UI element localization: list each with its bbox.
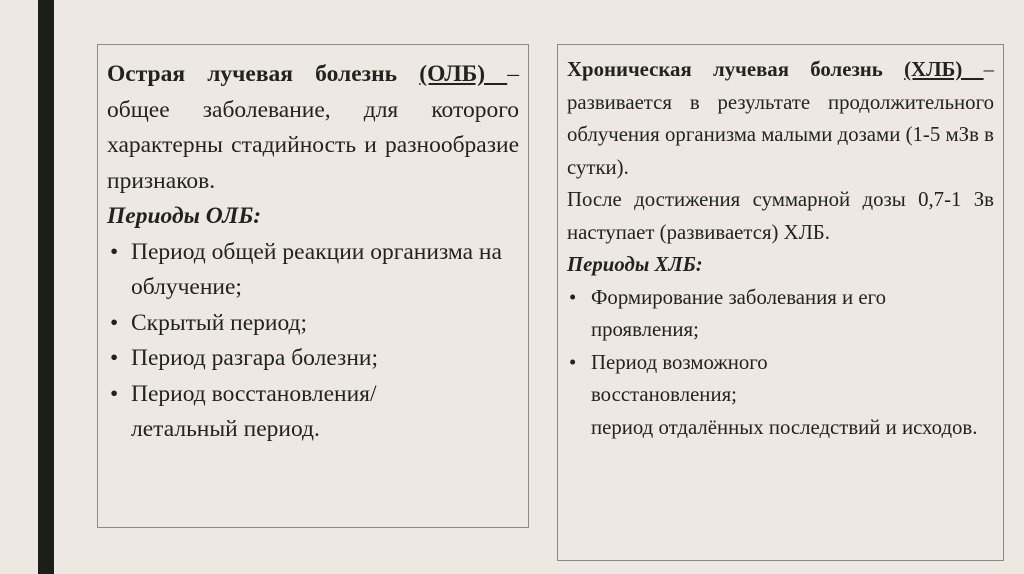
left-accent-bar bbox=[38, 0, 54, 574]
list-item: • Период возможного восстановления; bbox=[567, 347, 851, 412]
acute-periods-title: Периоды ОЛБ: bbox=[107, 203, 262, 229]
list-item: • Период общей реакции организма на облучение; bbox=[107, 235, 519, 306]
chronic-term: Хроническая лучевая болезнь bbox=[567, 58, 883, 81]
acute-abbr: (ОЛБ) bbox=[419, 61, 508, 87]
list-item: • Скрытый период; bbox=[107, 306, 519, 342]
list-item: • Формирование заболевания и его проявления; bbox=[567, 282, 991, 347]
list-item: • Период восстановления/летальный период. bbox=[107, 377, 461, 448]
chronic-abbr: (ХЛБ) bbox=[904, 58, 984, 81]
acute-radiation-sickness-box bbox=[97, 44, 529, 528]
acute-definition-text: – общее заболевание, для которого характерны стадийность и разнообразие признаков. bbox=[107, 61, 519, 194]
list-item: • Период разгара болезни; bbox=[107, 341, 519, 377]
chronic-definition-text: – развивается в результате продолжительного облучения организма малыми дозами (1-5 мЗв в сутки). bbox=[567, 58, 994, 179]
acute-term: Острая лучевая болезнь bbox=[107, 61, 398, 87]
acute-periods-list bbox=[107, 235, 519, 448]
list-item-continuation: период отдалённых последствий и исходов. bbox=[591, 415, 978, 439]
chronic-radiation-sickness-box bbox=[557, 44, 1004, 561]
acute-definition bbox=[107, 57, 519, 199]
chronic-periods-list bbox=[567, 282, 994, 445]
chronic-dose-paragraph: После достижения суммарной дозы 0,7-1 Зв наступает (развивается) ХЛБ. bbox=[567, 188, 994, 244]
chronic-definition bbox=[567, 54, 994, 184]
chronic-periods-title: Периоды ХЛБ: bbox=[567, 253, 703, 276]
